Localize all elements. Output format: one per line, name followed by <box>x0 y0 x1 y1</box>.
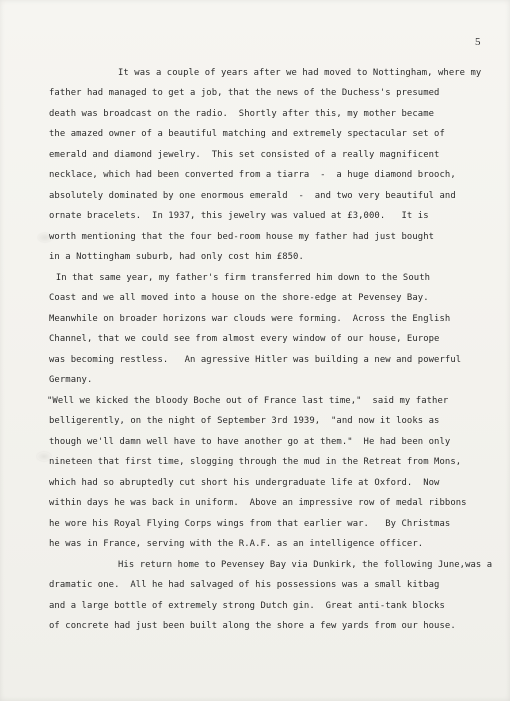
text-line: "Well we kicked the bloody Boche out of France last time," said my father <box>47 396 449 406</box>
text-line: which had so abruptedly cut short his undergraduate life at Oxford. Now <box>49 478 440 488</box>
text-line: of concrete had just been built along the shore a few yards from our house. <box>49 621 456 631</box>
text-line: absolutely dominated by one enormous emerald - and two very beautiful and <box>49 191 456 201</box>
text-line: the amazed owner of a beautiful matching and extremely spectacular set of <box>49 129 445 139</box>
text-line: It was a couple of years after we had moved to Nottingham, where my <box>118 68 482 78</box>
text-line: necklace, which had been converted from a tiarra - a huge diamond brooch, <box>49 170 456 180</box>
text-line: was becoming restless. An agressive Hitler was building a new and powerful <box>49 355 462 365</box>
page-number: 5 <box>475 36 481 48</box>
text-line: Germany. <box>49 375 93 385</box>
text-line: Meanwhile on broader horizons war clouds were forming. Across the English <box>49 314 451 324</box>
text-line: dramatic one. All he had salvaged of his possessions was a small kitbag <box>49 580 440 590</box>
text-line: he was in France, serving with the R.A.F. as an intelligence officer. <box>49 539 424 549</box>
text-line: he wore his Royal Flying Corps wings from that earlier war. By Christmas <box>49 519 451 529</box>
text-line: belligerently, on the night of September 3rd 1939, "and now it looks as <box>49 416 440 426</box>
text-line: In that same year, my father's firm transferred him down to the South <box>45 273 431 283</box>
text-line: in a Nottingham suburb, had only cost him £850. <box>49 252 304 262</box>
text-line: and a large bottle of extremely strong Dutch gin. Great anti-tank blocks <box>49 601 445 611</box>
text-line: worth mentioning that the four bed-room house my father had just bought <box>49 232 435 242</box>
text-line: His return home to Pevensey Bay via Dunkirk, the following June,was a <box>118 560 493 570</box>
text-line: ornate bracelets. In 1937, this jewelry was valued at £3,000. It is <box>49 211 429 221</box>
text-line: emerald and diamond jewelry. This set consisted of a really magnificent <box>49 150 440 160</box>
text-line: nineteen that first time, slogging through the mud in the Retreat from Mons, <box>49 457 462 467</box>
text-line: death was broadcast on the radio. Shortly after this, my mother became <box>49 109 435 119</box>
text-line: Channel, that we could see from almost every window of our house, Europe <box>49 334 440 344</box>
text-line: father had managed to get a job, that the news of the Duchess's presumed <box>49 88 440 98</box>
text-line: within days he was back in uniform. Above an impressive row of medal ribbons <box>49 498 467 508</box>
text-line: though we'll damn well have to have another go at them." He had been only <box>49 437 451 447</box>
text-line: Coast and we all moved into a house on the shore-edge at Pevensey Bay. <box>49 293 429 303</box>
